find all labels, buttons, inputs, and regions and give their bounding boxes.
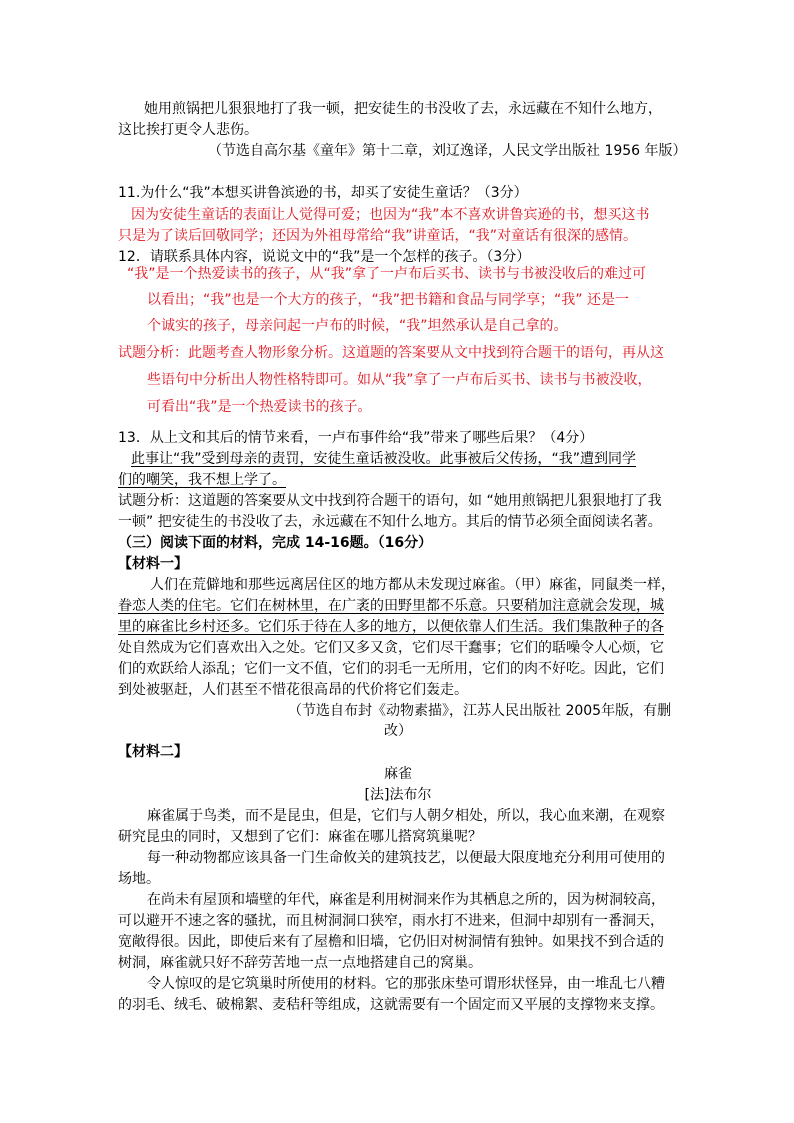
analysis-13-line-2: 一顿” 把安徒生的书没收了去，永远藏在不知什么地方。其后的情节必须全面阅读名著。 <box>118 514 662 530</box>
answer-13-line-1: 此事让“我”受到母亲的责罚，安徒生童话被没收。此事被后父传扬，“我”遭到同学 <box>131 451 637 467</box>
material-1-source-line-1: （节选自布封《动物素描》，江苏人民出版社 2005年版，有删 <box>288 703 672 719</box>
material-1-label: 【材料一】 <box>118 556 188 572</box>
material-2-line-4: 场地。 <box>118 871 160 887</box>
section-3-heading: （三）阅读下面的材料，完成 14-16题。（16分） <box>118 535 433 551</box>
material-2-title: 麻雀 <box>384 766 412 782</box>
question-11: 11.为什么“我”本想买讲鲁滨逊的书，却买了安徒生童话？（3分） <box>118 185 528 201</box>
analysis-13-line-1: 试题分析：这道题的答案要从文中找到符合题干的语句，如 “她用煎锅把儿狠狠地打了我 <box>118 493 662 509</box>
story-source: （节选自高尔基《童年》第十二章，刘辽逸译，人民文学出版社 1956 年版） <box>208 143 687 159</box>
story-line-1: 她用煎锅把儿狠狠地打了我一顿，把安徒生的书没收了去，永远藏在不知什么地方， <box>144 101 662 117</box>
material-1-line-1: 人们在荒僻地和那些远离居住区的地方都从未发现过麻雀。（甲）麻雀，同鼠类一样， <box>150 577 675 593</box>
material-2-label: 【材料二】 <box>118 744 188 760</box>
material-2-line-8: 树洞，麻雀就只好不辞劳苦地一点一点地搭建自己的窝巢。 <box>118 955 482 971</box>
material-2-line-3: 每一种动物都应该具备一门生命攸关的建筑技艺，以便最大限度地充分利用可使用的 <box>147 850 665 866</box>
answer-13-line-2: 们的嘲笑，我不想上学了。 <box>118 472 286 488</box>
material-1-line-5: 们的欢跃给人添乱；它们一文不值，它们的羽毛一无所用，它们的肉不好吃。因此，它们 <box>118 661 664 677</box>
material-2-line-1: 麻雀属于鸟类，而不是昆虫，但是，它们与人朝夕相处，所以，我心血来潮，在观察 <box>147 808 665 824</box>
material-2-line-7: 宽敞得很。因此，即使后来有了屋檐和旧墙，它仍旧对树洞情有独钟。如果找不到合适的 <box>118 934 664 950</box>
analysis-12-line-1: 试题分析：此题考查人物形象分析。这道题的答案要从文中找到符合题干的语句，再从这 <box>118 345 664 361</box>
question-12: 12．请联系具体内容，说说文中的“我”是一个怎样的孩子。（3分） <box>118 249 531 265</box>
material-1-line-4: 处自然成为它们喜欢出入之处。它们又多又贪，它们尽干蠢事；它们的聒噪令人心烦，它 <box>118 640 664 656</box>
material-2-line-10: 的羽毛、绒毛、破棉絮、麦秸秆等组成，这就需要有一个固定而又平展的支撑物来支撑。 <box>118 997 664 1013</box>
material-2-line-9: 令人惊叹的是它筑巢时所使用的材料。它的那张床垫可谓形状怪异，由一堆乱七八糟 <box>147 976 665 992</box>
question-13: 13．从上文和其后的情节来看，一卢布事件给“我”带来了哪些后果？（4分） <box>118 430 594 446</box>
material-2-line-2: 研究昆虫的同时，又想到了它们：麻雀在哪儿搭窝筑巢呢？ <box>118 829 482 845</box>
story-line-2: 这比挨打更令人悲伤。 <box>118 122 258 138</box>
material-1-source-line-2: 改） <box>384 723 412 739</box>
material-1-line-3: 里的麻雀比乡村还多。它们乐于待在人多的地方，以便依靠人们生活。我们集散种子的各 <box>118 619 664 635</box>
answer-11-line-2: 只是为了读后回敬同学；还因为外祖母常给“我”讲童话，“我”对童话有很深的感情。 <box>118 228 638 244</box>
analysis-12-line-3: 可看出“我”是一个热爱读书的孩子。 <box>147 399 372 415</box>
material-1-line-6: 到处被驱赶，人们甚至不惜花很高昂的代价将它们轰走。 <box>118 682 468 698</box>
answer-12-line-1: “我”是一个热爱读书的孩子，从“我”拿了一卢布后买书、读书与书被没收后的难过可 <box>127 266 647 282</box>
answer-11-line-1: 因为安徒生童话的表面让人觉得可爱；也因为“我”本不喜欢讲鲁宾逊的书，想买这书 <box>131 207 650 223</box>
answer-12-line-3: 个诚实的孩子，母亲问起一卢布的时候，“我”坦然承认是自己拿的。 <box>147 318 568 334</box>
answer-12-line-2: 以看出；“我”也是一个大方的孩子，“我”把书籍和食品与同学享；“我” 还是一 <box>147 292 629 308</box>
material-1-line-2: 眷恋人类的住宅。它们在树林里，在广袤的田野里都不乐意。只要稍加注意就会发现，城 <box>118 598 664 614</box>
material-2-line-6: 可以避开不速之客的骚扰，而且树洞洞口狭窄，雨水打不进来，但洞中却别有一番洞天， <box>118 913 664 929</box>
material-2-author: [法]法布尔 <box>364 787 432 803</box>
material-2-line-5: 在尚未有屋顶和墙壁的年代，麻雀是利用树洞来作为其栖息之所的，因为树洞较高， <box>147 892 665 908</box>
analysis-12-line-2: 些语句中分析出人物性格特即可。如从“我”拿了一卢布后买书、读书与书被没收， <box>147 372 652 388</box>
